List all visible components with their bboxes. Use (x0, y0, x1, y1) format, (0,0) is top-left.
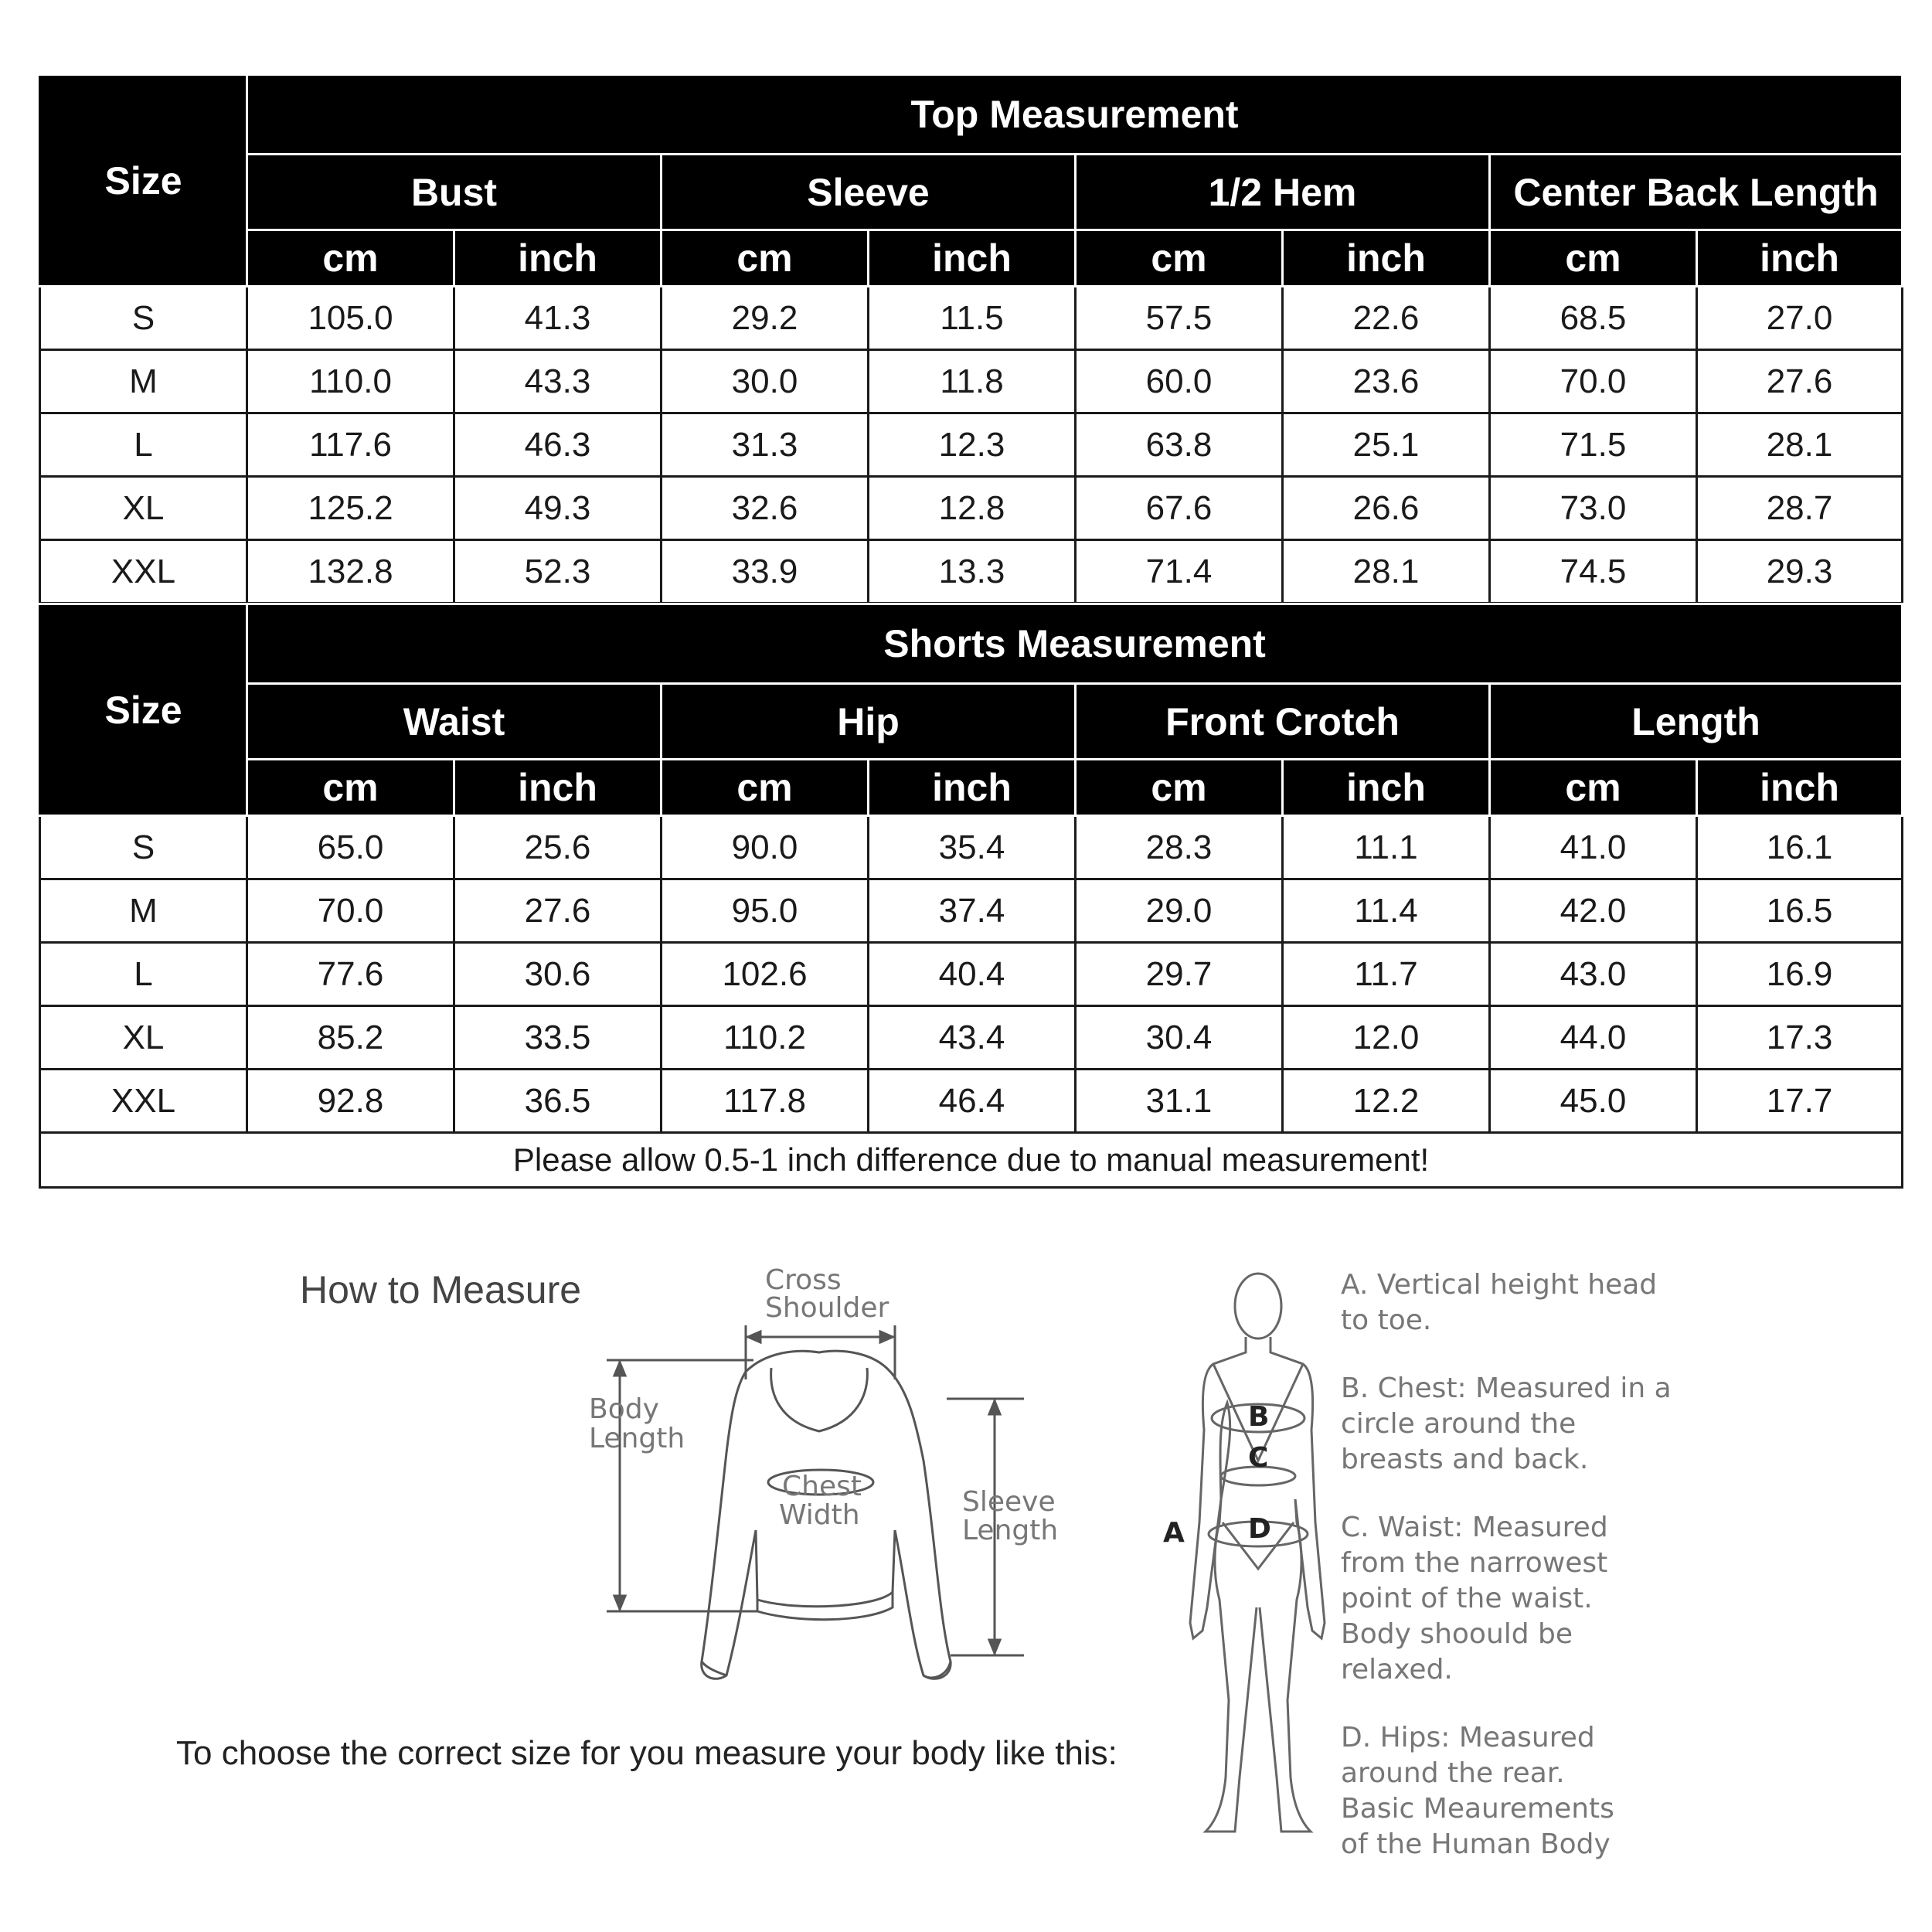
value-cell: 12.3 (869, 413, 1076, 477)
legend-line: relaxed. (1341, 1654, 1453, 1685)
chest-width-label: Width (779, 1499, 860, 1531)
value-cell: 11.5 (869, 287, 1076, 350)
value-cell: 43.0 (1490, 943, 1697, 1006)
value-cell: 110.0 (247, 350, 454, 413)
table-row (40, 540, 1903, 604)
value-cell: 43.4 (869, 1006, 1076, 1070)
value-cell: 67.6 (1076, 477, 1283, 540)
sleeve-length-label: Length (962, 1515, 1059, 1546)
value-cell: 102.6 (662, 943, 869, 1006)
body-figure-diagram (1159, 1267, 1329, 1855)
body-point-d: D (1248, 1513, 1271, 1545)
value-cell: 60.0 (1076, 350, 1283, 413)
shirt-diagram (572, 1260, 1113, 1692)
measurement-legend (1341, 1267, 1689, 1895)
value-cell: 12.2 (1283, 1070, 1490, 1133)
size-cell: XL (40, 477, 247, 540)
value-cell: 41.0 (1490, 816, 1697, 879)
value-cell: 125.2 (247, 477, 454, 540)
body-point-c: C (1248, 1442, 1269, 1474)
value-cell: 49.3 (454, 477, 662, 540)
legend-item-a (1341, 1267, 1689, 1338)
unit-header: inch (454, 230, 662, 287)
value-cell: 22.6 (1283, 287, 1490, 350)
table-row (40, 1006, 1903, 1070)
value-cell: 33.9 (662, 540, 869, 604)
unit-header: inch (1697, 230, 1903, 287)
group-header-waist: Waist (247, 684, 662, 760)
unit-header: cm (662, 760, 869, 816)
legend-item-d (1341, 1720, 1689, 1862)
value-cell: 132.8 (247, 540, 454, 604)
value-cell: 46.3 (454, 413, 662, 477)
value-cell: 29.3 (1697, 540, 1903, 604)
value-cell: 11.1 (1283, 816, 1490, 879)
how-to-measure-title: How to Measure (300, 1268, 582, 1311)
value-cell: 110.2 (662, 1006, 869, 1070)
unit-header: cm (1076, 230, 1283, 287)
value-cell: 16.1 (1697, 816, 1903, 879)
value-cell: 65.0 (247, 816, 454, 879)
body-point-b: B (1248, 1401, 1270, 1433)
legend-item-b (1341, 1371, 1689, 1478)
value-cell: 28.3 (1076, 816, 1283, 879)
size-header: Size (40, 75, 247, 287)
table-row (40, 816, 1903, 879)
value-cell: 90.0 (662, 816, 869, 879)
size-cell: XXL (40, 540, 247, 604)
chest-width-label: Chest (782, 1471, 862, 1502)
legend-line: around the rear. (1341, 1757, 1565, 1789)
shorts-measurement-table (39, 603, 1903, 1189)
value-cell: 29.0 (1076, 879, 1283, 943)
table-row (40, 879, 1903, 943)
cross-shoulder-label: Shoulder (765, 1292, 889, 1324)
group-header-center-back-length: Center Back Length (1490, 155, 1903, 230)
legend-line: circle around the (1341, 1408, 1577, 1440)
unit-header: inch (869, 760, 1076, 816)
body-length-label: Body (589, 1393, 659, 1425)
value-cell: 30.4 (1076, 1006, 1283, 1070)
group-header-hip: Hip (662, 684, 1076, 760)
value-cell: 68.5 (1490, 287, 1697, 350)
size-header: Size (40, 604, 247, 816)
legend-line: B. Chest: Measured in a (1341, 1372, 1672, 1404)
value-cell: 30.0 (662, 350, 869, 413)
legend-line: to toe. (1341, 1304, 1432, 1336)
table-row (40, 1070, 1903, 1133)
value-cell: 37.4 (869, 879, 1076, 943)
value-cell: 31.3 (662, 413, 869, 477)
value-cell: 27.0 (1697, 287, 1903, 350)
value-cell: 17.7 (1697, 1070, 1903, 1133)
unit-header: inch (1697, 760, 1903, 816)
value-cell: 43.3 (454, 350, 662, 413)
legend-line: of the Human Body (1341, 1828, 1611, 1860)
value-cell: 29.7 (1076, 943, 1283, 1006)
value-cell: 73.0 (1490, 477, 1697, 540)
value-cell: 40.4 (869, 943, 1076, 1006)
unit-header: cm (1490, 230, 1697, 287)
group-header-length: Length (1490, 684, 1903, 760)
value-cell: 11.4 (1283, 879, 1490, 943)
table-row (40, 413, 1903, 477)
value-cell: 27.6 (1697, 350, 1903, 413)
value-cell: 30.6 (454, 943, 662, 1006)
choose-size-instruction: To choose the correct size for you measure your body like this: (176, 1734, 1117, 1772)
value-cell: 11.8 (869, 350, 1076, 413)
table-title: Shorts Measurement (247, 604, 1903, 684)
value-cell: 29.2 (662, 287, 869, 350)
value-cell: 45.0 (1490, 1070, 1697, 1133)
unit-header: cm (247, 760, 454, 816)
table-row (40, 350, 1903, 413)
legend-line: A. Vertical height head (1341, 1269, 1658, 1301)
value-cell: 27.6 (454, 879, 662, 943)
value-cell: 41.3 (454, 287, 662, 350)
value-cell: 12.0 (1283, 1006, 1490, 1070)
table-row (40, 477, 1903, 540)
value-cell: 26.6 (1283, 477, 1490, 540)
value-cell: 46.4 (869, 1070, 1076, 1133)
value-cell: 31.1 (1076, 1070, 1283, 1133)
body-length-label: Length (589, 1423, 685, 1454)
group-header-bust: Bust (247, 155, 662, 230)
value-cell: 28.1 (1283, 540, 1490, 604)
top-measurement-table (39, 73, 1903, 604)
legend-line: C. Waist: Measured (1341, 1512, 1608, 1543)
size-cell: S (40, 287, 247, 350)
unit-header: inch (1283, 760, 1490, 816)
unit-header: cm (1076, 760, 1283, 816)
size-cell: S (40, 816, 247, 879)
value-cell: 52.3 (454, 540, 662, 604)
value-cell: 92.8 (247, 1070, 454, 1133)
table-title: Top Measurement (247, 75, 1903, 155)
value-cell: 11.7 (1283, 943, 1490, 1006)
legend-item-c (1341, 1510, 1689, 1688)
value-cell: 25.6 (454, 816, 662, 879)
value-cell: 25.1 (1283, 413, 1490, 477)
size-cell: M (40, 879, 247, 943)
legend-line: Body shoould be (1341, 1618, 1573, 1650)
size-cell: XL (40, 1006, 247, 1070)
value-cell: 95.0 (662, 879, 869, 943)
value-cell: 63.8 (1076, 413, 1283, 477)
unit-header: inch (869, 230, 1076, 287)
value-cell: 57.5 (1076, 287, 1283, 350)
value-cell: 44.0 (1490, 1006, 1697, 1070)
value-cell: 70.0 (247, 879, 454, 943)
unit-header: cm (247, 230, 454, 287)
value-cell: 117.8 (662, 1070, 869, 1133)
value-cell: 13.3 (869, 540, 1076, 604)
value-cell: 16.5 (1697, 879, 1903, 943)
legend-line: Basic Meaurements (1341, 1793, 1614, 1825)
value-cell: 35.4 (869, 816, 1076, 879)
legend-line: point of the waist. (1341, 1583, 1593, 1614)
value-cell: 33.5 (454, 1006, 662, 1070)
value-cell: 85.2 (247, 1006, 454, 1070)
unit-header: cm (662, 230, 869, 287)
cross-shoulder-label: Cross (765, 1264, 842, 1296)
value-cell: 117.6 (247, 413, 454, 477)
table-row (40, 287, 1903, 350)
value-cell: 32.6 (662, 477, 869, 540)
table-row (40, 943, 1903, 1006)
size-cell: XXL (40, 1070, 247, 1133)
value-cell: 42.0 (1490, 879, 1697, 943)
value-cell: 28.1 (1697, 413, 1903, 477)
value-cell: 70.0 (1490, 350, 1697, 413)
unit-header: cm (1490, 760, 1697, 816)
value-cell: 28.7 (1697, 477, 1903, 540)
size-cell: M (40, 350, 247, 413)
unit-header: inch (1283, 230, 1490, 287)
value-cell: 71.4 (1076, 540, 1283, 604)
value-cell: 77.6 (247, 943, 454, 1006)
legend-line: D. Hips: Measured (1341, 1722, 1595, 1753)
size-cell: L (40, 943, 247, 1006)
group-header-front-crotch: Front Crotch (1076, 684, 1490, 760)
value-cell: 71.5 (1490, 413, 1697, 477)
value-cell: 12.8 (869, 477, 1076, 540)
sleeve-length-label: Sleeve (962, 1486, 1056, 1518)
value-cell: 17.3 (1697, 1006, 1903, 1070)
value-cell: 23.6 (1283, 350, 1490, 413)
value-cell: 74.5 (1490, 540, 1697, 604)
legend-line: breasts and back. (1341, 1444, 1589, 1475)
value-cell: 36.5 (454, 1070, 662, 1133)
unit-header: inch (454, 760, 662, 816)
legend-line: from the narrowest (1341, 1547, 1608, 1579)
value-cell: 105.0 (247, 287, 454, 350)
measurement-note: Please allow 0.5-1 inch difference due to manual measurement! (40, 1133, 1903, 1188)
body-point-a: A (1163, 1517, 1185, 1549)
value-cell: 16.9 (1697, 943, 1903, 1006)
size-cell: L (40, 413, 247, 477)
group-header-hem: 1/2 Hem (1076, 155, 1490, 230)
group-header-sleeve: Sleeve (662, 155, 1076, 230)
